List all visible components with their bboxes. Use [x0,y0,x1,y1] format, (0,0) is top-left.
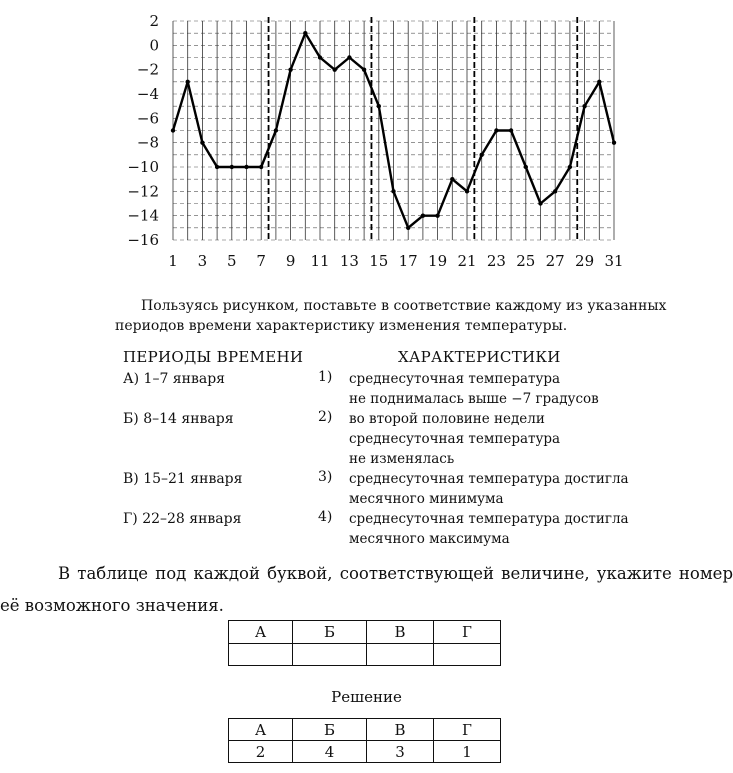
characteristic-line: месячного минимума [349,491,504,507]
x-tick-label: 5 [227,252,237,270]
characteristic-line: во второй половине недели [349,411,545,427]
characteristics-header: ХАРАКТЕРИСТИКИ [398,348,561,366]
data-point [450,177,454,181]
data-point [421,213,425,217]
characteristic-3 [349,469,629,509]
data-point [244,165,248,169]
y-tick-label: −12 [127,182,159,201]
answer-header-a: А [229,621,293,644]
data-point [362,67,366,71]
solution-table-value-row [229,741,501,763]
solution-header-b: Б [293,719,367,741]
solution-cell-v: 3 [367,741,434,763]
x-tick-label: 31 [604,252,624,270]
characteristic-number-4: 4) [318,509,333,525]
solution-table [228,718,501,763]
y-tick-label: −2 [136,60,159,79]
data-point [274,128,278,132]
period-a [123,369,225,389]
answer-header-v: В [367,621,434,644]
intro-line-1: Пользуясь рисунком, поставьте в соответствие каждому из указанных [141,298,667,314]
answer-table-header-row [229,621,501,644]
x-tick-label: 29 [575,252,595,270]
data-point [288,67,292,71]
answer-header-g: Г [434,621,501,644]
answer-cell-b[interactable] [293,644,367,666]
answer-cell-v[interactable] [367,644,434,666]
characteristic-line: среднесуточная температура достигла [349,511,629,527]
y-tick-label: −4 [136,85,159,103]
characteristic-4 [349,509,629,549]
period-g [123,509,241,529]
characteristic-1 [349,369,599,409]
y-tick-label: −8 [136,133,159,152]
solution-header-a: А [229,719,293,741]
x-tick-label: 1 [168,252,178,270]
intro-text [115,296,666,336]
period-text: 15–21 января [143,471,243,487]
data-point [568,165,572,169]
data-point [230,165,234,169]
answer-cell-a[interactable] [229,644,293,666]
data-point [509,128,513,132]
x-tick-label: 23 [486,252,506,270]
x-tick-label: 9 [285,252,296,270]
data-point [597,80,601,84]
solution-cell-g: 1 [434,741,501,763]
period-text: 8–14 января [143,411,234,427]
data-point [538,201,542,205]
x-tick-label: 13 [339,252,359,270]
x-tick-label: 11 [310,252,330,270]
data-point [215,165,219,169]
data-point [186,80,190,84]
solution-cell-a: 2 [229,741,293,763]
data-point [318,55,322,59]
data-point [582,104,586,108]
x-tick-label: 7 [256,252,266,270]
data-point [406,226,410,230]
temperature-chart [0,0,733,275]
data-point [347,55,351,59]
x-tick-label: 21 [457,252,477,270]
data-point [465,189,469,193]
period-letter: Б) [123,411,139,427]
intro-line-2: периодов времени характеристику изменения температуры. [115,318,568,334]
solution-table-header-row [229,719,501,741]
x-tick-label: 15 [369,252,389,270]
period-v [123,469,242,489]
x-tick-label: 17 [398,252,418,270]
characteristic-line: среднесуточная температура [349,371,561,387]
period-text: 22–28 января [142,511,242,527]
y-tick-label: 0 [149,36,159,55]
y-tick-label: −16 [127,231,159,249]
x-tick-label: 3 [197,252,208,270]
characteristic-line: месячного максимума [349,531,510,547]
data-point [435,213,439,217]
characteristic-number-1: 1) [318,369,333,385]
y-tick-label: −10 [127,158,159,176]
answer-table-value-row [229,644,501,666]
data-point [524,165,528,169]
period-letter: Г) [123,511,138,527]
y-tick-label: −14 [127,206,159,225]
data-point [494,128,498,132]
data-point [391,189,395,193]
data-point [171,128,175,132]
x-tick-label: 19 [428,252,448,270]
data-point [553,189,557,193]
characteristic-line: среднесуточная температура [349,431,561,447]
characteristic-number-3: 3) [318,469,333,485]
period-letter: В) [123,471,139,487]
characteristic-2 [349,409,560,469]
answer-table [228,620,501,666]
period-text: 1–7 января [143,371,225,387]
instruction-text [0,558,733,622]
answer-header-b: Б [293,621,367,644]
instruction-body: В таблице под каждой буквой, соответствующей величине, укажите номер её возможного значения. [0,564,733,615]
data-point [377,104,381,108]
solution-title: Решение [331,688,402,706]
data-point [480,153,484,157]
characteristic-line: среднесуточная температура достигла [349,471,629,487]
data-point [333,67,337,71]
characteristic-number-2: 2) [318,409,333,425]
solution-header-v: В [367,719,434,741]
solution-cell-b: 4 [293,741,367,763]
data-point [200,140,204,144]
answer-cell-g[interactable] [434,644,501,666]
y-tick-label: 2 [149,12,159,30]
period-letter: А) [123,371,140,387]
data-point [259,165,263,169]
characteristic-line: не изменялась [349,451,455,467]
data-point [303,31,307,35]
period-b [123,409,234,429]
x-tick-label: 25 [516,252,536,270]
x-tick-label: 27 [545,252,565,270]
solution-header-g: Г [434,719,501,741]
periods-header: ПЕРИОДЫ ВРЕМЕНИ [123,348,304,366]
data-point [612,140,616,144]
y-tick-label: −6 [136,109,159,128]
characteristic-line: не поднималась выше −7 градусов [349,391,599,407]
